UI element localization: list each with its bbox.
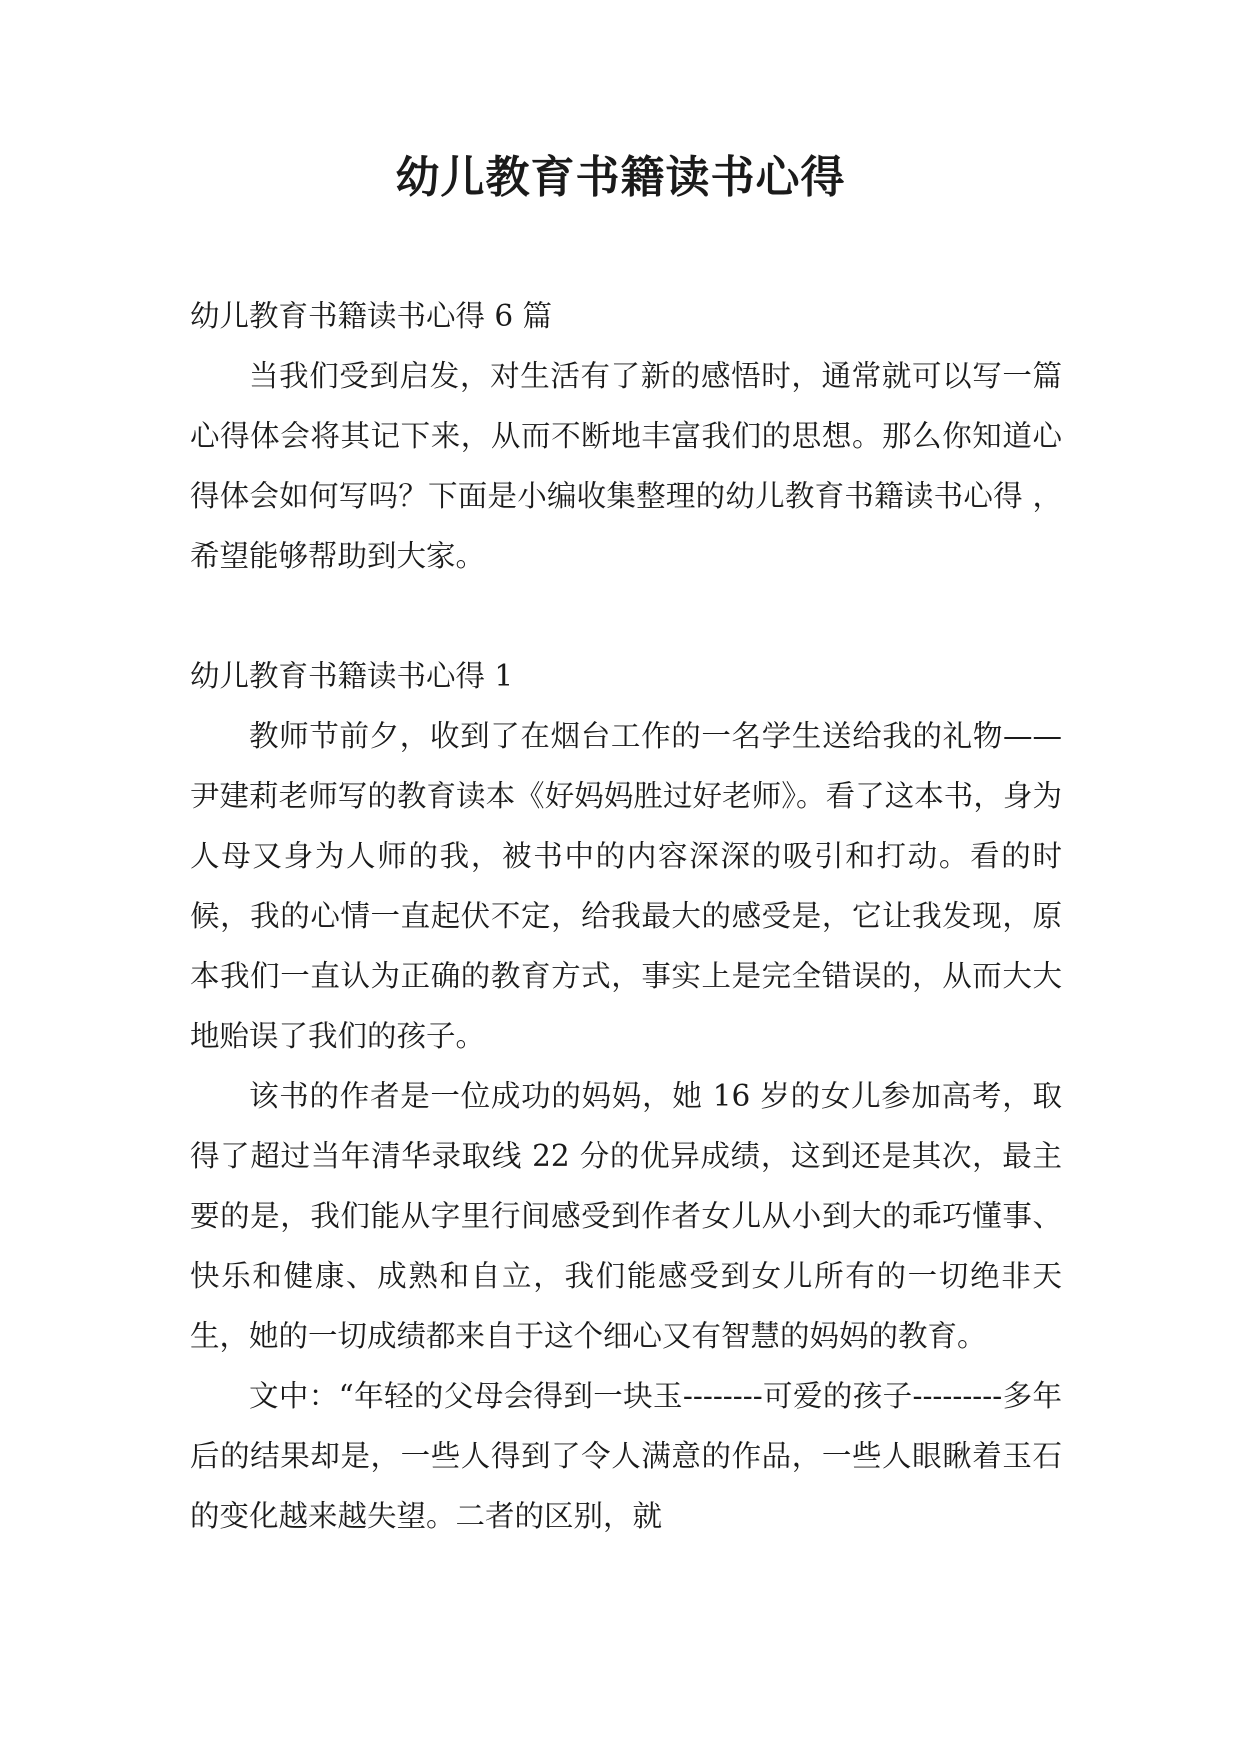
body-paragraph: 教师节前夕，收到了在烟台工作的一名学生送给我的礼物——尹建莉老师写的教育读本《好妈妈胜过好老师》。看了这本书，身为人母又身为人师的我，被书中的内容深深的吸引和打动。看的时候，我的心情一直起伏不定，给我最大的感受是，它让我发现，原本我们一直认为正确的教育方式，事实上是完全错误的，从而大大地贻误了我们的孩子。 [190,719,1062,1053]
section-heading: 幼儿教育书籍读书心得 1 [190,659,514,693]
body-paragraph: 文中：“年轻的父母会得到一块玉--------可爱的孩子---------多年后的结果却是，一些人得到了令人满意的作品，一些人眼瞅着玉石的变化越来越失望。二者的区别，就 [190,1379,1062,1533]
document-subtitle: 幼儿教育书籍读书心得 6 篇 [190,299,553,333]
section-spacer [190,586,1062,646]
document-title: 幼儿教育书籍读书心得 [395,152,846,203]
document-body [190,286,1062,1546]
body-paragraph: 该书的作者是一位成功的妈妈，她 16 岁的女儿参加高考，取得了超过当年清华录取线 22 分的优异成绩，这到还是其次，最主要的是，我们能从字里行间感受到作者女儿从小到大的乖巧懂事、快乐和健康、成熟和自立，我们能感受到女儿所有的一切绝非天生，她的一切成绩都来自于这个细心又有智慧的妈妈的教育。 [190,1079,1062,1353]
intro-paragraph: 当我们受到启发，对生活有了新的感悟时，通常就可以写一篇心得体会将其记下来，从而不断地丰富我们的思想。那么你知道心得体会如何写吗？下面是小编收集整理的幼儿教育书籍读书心得 ，希望能够帮助到大家。 [190,359,1062,573]
